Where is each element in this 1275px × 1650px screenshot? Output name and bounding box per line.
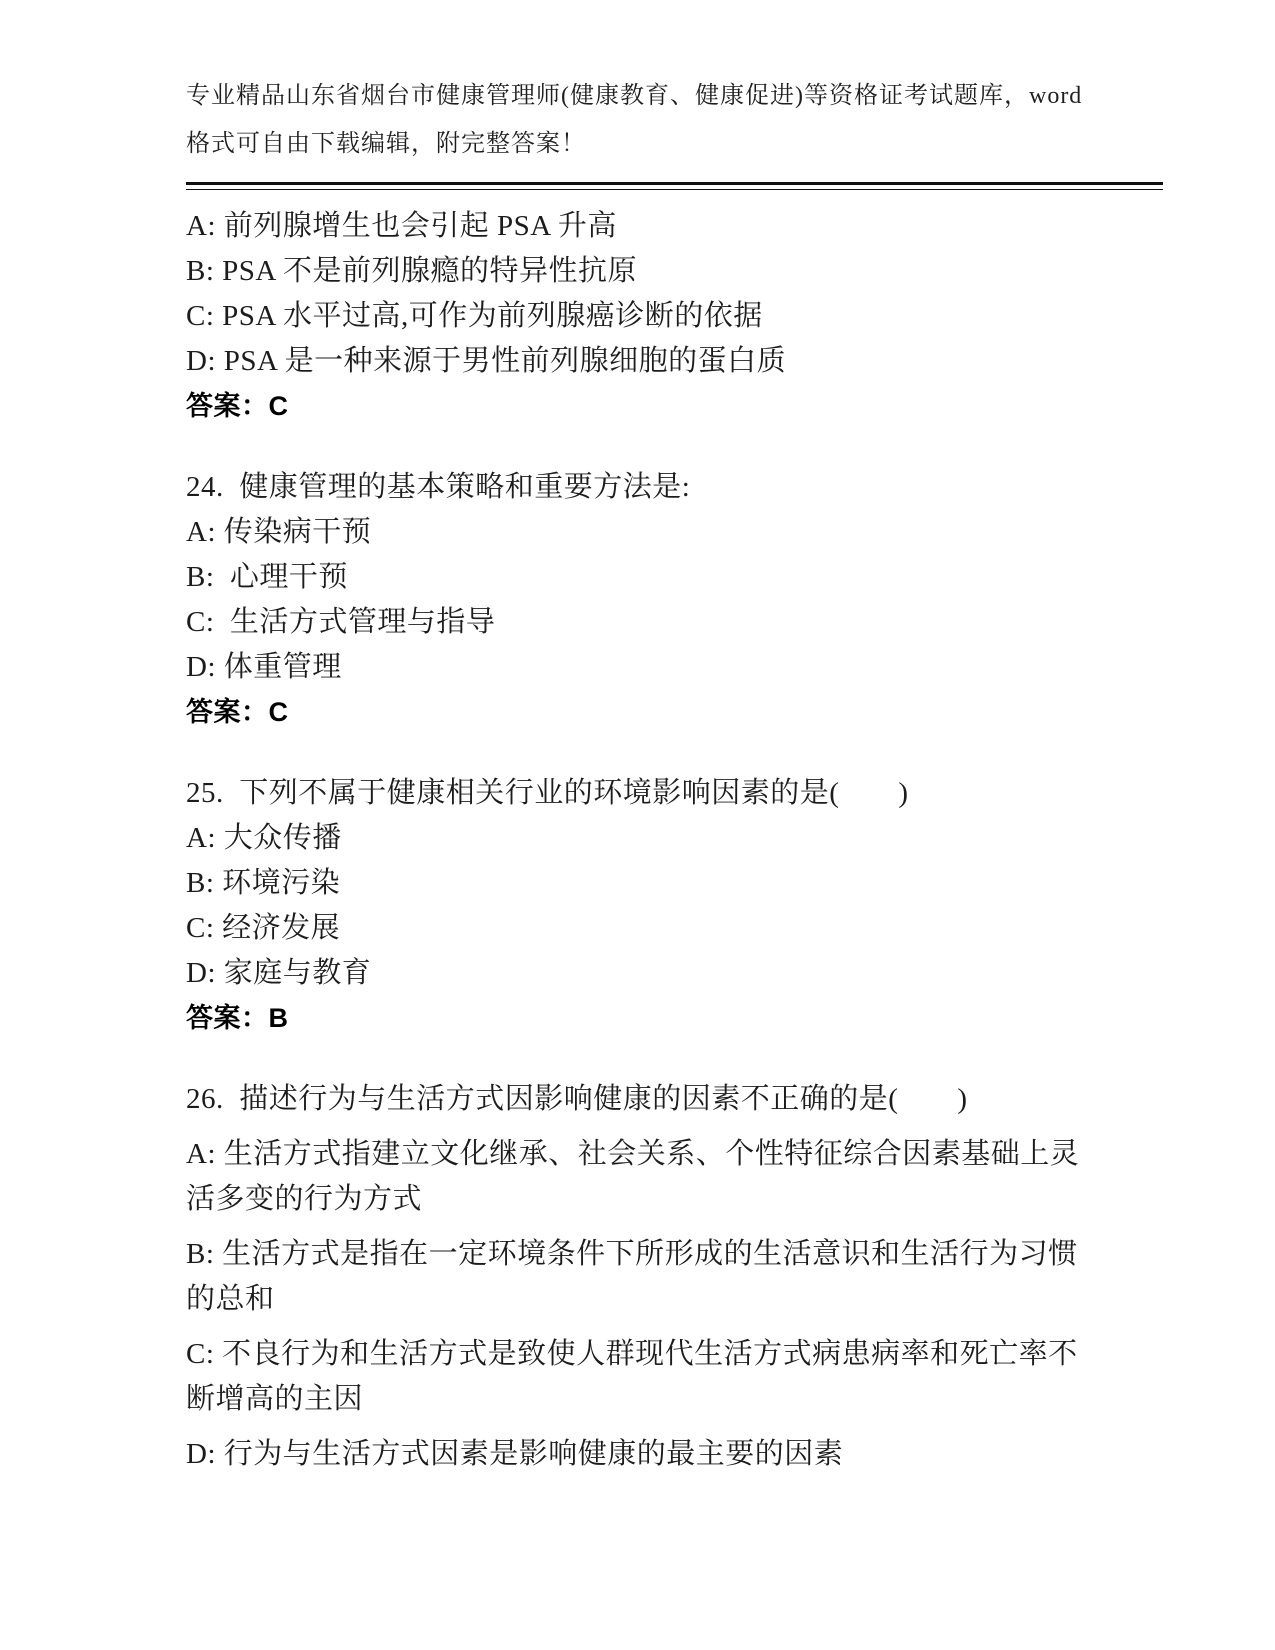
q26-stem: 26. 描述行为与生活方式因影响健康的因素不正确的是( ) [186, 1083, 968, 1115]
header-line-1: 专业精品山东省烟台市健康管理师(健康教育、健康促进)等资格证考试题库，word [186, 83, 1083, 109]
q24-answer: 答案：C [186, 697, 289, 727]
q23-answer: 答案：C [186, 391, 289, 421]
q26-option-a-line-1: A: 生活方式指建立文化继承、社会关系、个性特征综合因素基础上灵 [186, 1138, 1080, 1170]
q24-option-c: C: 生活方式管理与指导 [186, 606, 496, 638]
q26-option-b-line-2: 的总和 [186, 1283, 275, 1315]
q24-option-a: A: 传染病干预 [186, 516, 372, 548]
question-23-block [186, 204, 1163, 429]
header-divider [186, 182, 1163, 190]
q26-option-d-line: D: 行为与生活方式因素是影响健康的最主要的因素 [186, 1438, 844, 1470]
q23-option-b: B: PSA 不是前列腺瘾的特异性抗原 [186, 255, 638, 287]
q24-stem: 24. 健康管理的基本策略和重要方法是: [186, 471, 691, 503]
q25-answer: 答案：B [186, 1003, 289, 1033]
q25-option-c: C: 经济发展 [186, 912, 341, 944]
q26-option-b [186, 1232, 1163, 1322]
q26-option-a [186, 1132, 1163, 1222]
header-line-2: 格式可自由下载编辑，附完整答案！ [186, 131, 586, 157]
q24-option-d: D: 体重管理 [186, 651, 342, 683]
q23-option-c: C: PSA 水平过高,可作为前列腺癌诊断的依据 [186, 300, 763, 332]
q26-option-a-line-2: 活多变的行为方式 [186, 1183, 423, 1215]
q26-option-c [186, 1332, 1163, 1422]
question-25-block [186, 771, 1163, 1041]
q23-option-d: D: PSA 是一种来源于男性前列腺细胞的蛋白质 [186, 345, 787, 377]
q25-option-d: D: 家庭与教育 [186, 957, 372, 989]
q26-option-b-line-1: B: 生活方式是指在一定环境条件下所形成的生活意识和生活行为习惯 [186, 1238, 1078, 1270]
q25-stem: 25. 下列不属于健康相关行业的环境影响因素的是( ) [186, 777, 909, 809]
q25-option-b: B: 环境污染 [186, 867, 341, 899]
document-body [186, 204, 1163, 1477]
question-24-block [186, 465, 1163, 735]
question-26-block [186, 1077, 1163, 1477]
q26-option-d [186, 1432, 1163, 1477]
q25-option-a: A: 大众传播 [186, 822, 342, 854]
document-header [186, 72, 1163, 168]
q26-option-c-line-2: 断增高的主因 [186, 1383, 364, 1415]
q23-option-a: A: 前列腺增生也会引起 PSA 升高 [186, 210, 617, 242]
q26-option-c-line-1: C: 不良行为和生活方式是致使人群现代生活方式病患病率和死亡率不 [186, 1338, 1078, 1370]
q24-option-b: B: 心理干预 [186, 561, 348, 593]
